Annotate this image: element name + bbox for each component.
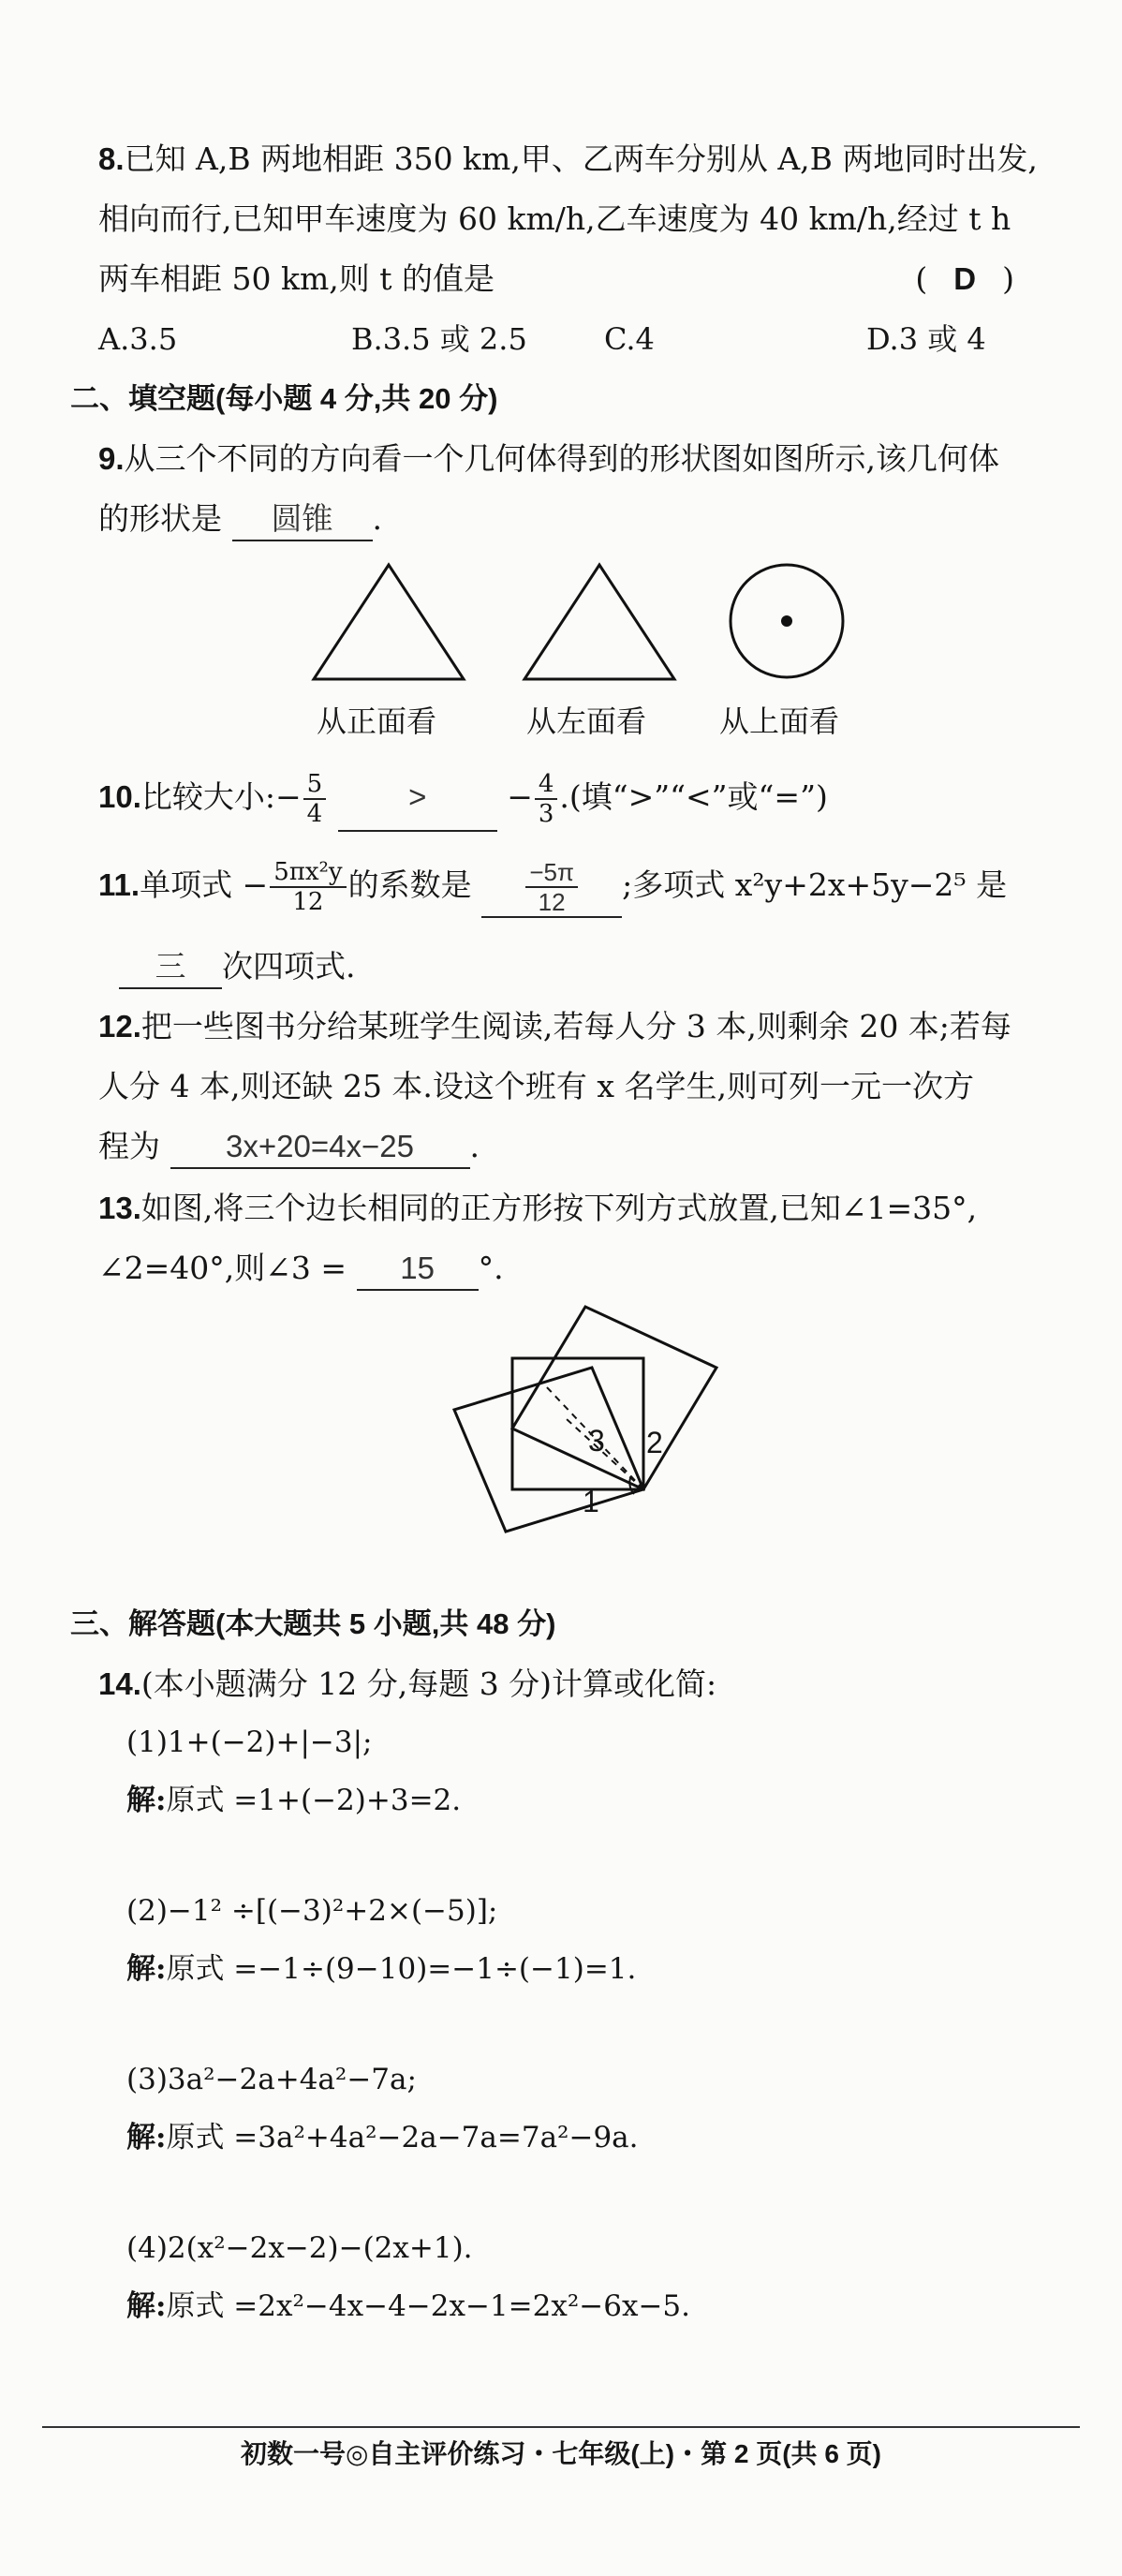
coefficient-fraction <box>525 858 578 916</box>
page-footer: 初数一号◎自主评价练习・七年级(上)・第 2 页(共 6 页) <box>241 2439 881 2468</box>
frac1-numerator: 5 <box>303 770 327 800</box>
q8-choice-d: D.3 或 4 <box>866 321 986 357</box>
q10-minus: − <box>507 778 533 815</box>
section2-title: 二、填空题(每小题 4 分,共 20 分) <box>70 382 498 415</box>
side-view-label: 从左面看 <box>526 703 647 739</box>
coefficient-numerator: −5π <box>525 858 578 888</box>
bracket-open: ( <box>915 260 928 297</box>
frac1-denominator: 4 <box>306 800 323 828</box>
q10-line <box>98 764 1070 830</box>
solution-text: 原式 =1+(−2)+3=2. <box>166 1784 462 1817</box>
angle-label-3: 3 <box>588 1424 605 1458</box>
q8-choice-a: A.3.5 <box>98 321 178 357</box>
section3-title: 三、解答题(本大题共 5 小题,共 48 分) <box>70 1607 556 1640</box>
q8-answer-bracket <box>915 259 1014 300</box>
q10-prefix: 比较大小:− <box>140 778 302 815</box>
q12-line3 <box>98 1126 1070 1169</box>
q14-title: (本小题满分 12 分,每题 3 分)计算或化简: <box>140 1666 717 1702</box>
solution-label: 解: <box>126 2289 167 2323</box>
q9-line1 <box>98 438 1070 480</box>
q8-choice-c: C.4 <box>604 321 655 357</box>
monomial-denominator: 12 <box>292 888 324 916</box>
q8-choice-b: B.3.5 或 2.5 <box>351 321 527 357</box>
q11-answer-degree: 三 <box>119 946 222 989</box>
footer-rule <box>42 2426 1080 2428</box>
q12-text-1: 把一些图书分给某班学生阅读,若每人分 3 本,则剩余 20 本;若每 <box>140 1008 1011 1044</box>
q9-line2 <box>98 498 1070 541</box>
q14-part2-solution <box>126 1950 636 1988</box>
q12-text-3: 程为 <box>98 1128 160 1164</box>
q13-line1 <box>98 1188 1070 1229</box>
frac2-numerator: 4 <box>535 770 558 800</box>
q12-suffix: . <box>469 1128 480 1164</box>
q14-part1-problem: (1)1+(−2)+|−3|; <box>126 1725 373 1759</box>
q14-part2-problem: (2)−1² ÷[(−3)²+2×(−5)]; <box>126 1894 498 1928</box>
solution-label: 解: <box>126 1784 167 1817</box>
q12-line1 <box>98 1006 1070 1047</box>
bracket-close: ) <box>1002 260 1014 297</box>
q11-prefix: 单项式 − <box>140 866 269 903</box>
q14-part3-problem: (3)3a²−2a+4a²−7a; <box>126 2063 417 2096</box>
q8-answer: D <box>953 261 977 296</box>
frac2-denominator: 3 <box>538 800 554 828</box>
front-view-label: 从正面看 <box>317 703 437 739</box>
solution-text: 原式 =3a²+4a²−2a−7a=7a²−9a. <box>166 2121 639 2154</box>
q14-part4-solution <box>126 2287 690 2325</box>
q9-text-2: 的形状是 <box>98 500 222 537</box>
monomial-numerator: 5πx²y <box>270 858 346 888</box>
q8-text-1: 已知 A,B 两地相距 350 km,甲、乙两车分别从 A,B 两地同时出发, <box>124 141 1038 177</box>
solution-label: 解: <box>126 2121 167 2154</box>
q10-fraction-1 <box>303 770 327 828</box>
q13-text-2: ∠2=40°,则∠3 = <box>98 1250 347 1286</box>
q10-suffix: .(填“>”“<”或“=”) <box>559 778 828 815</box>
coefficient-denominator: 12 <box>538 888 566 917</box>
q13-line2 <box>98 1248 1070 1291</box>
q11-monomial <box>270 858 346 916</box>
solution-text: 原式 =2x²−4x−4−2x−1=2x²−6x−5. <box>166 2289 691 2323</box>
q8-number: 8. <box>98 141 125 176</box>
q12-line2 <box>98 1066 1070 1107</box>
q10-fraction-2 <box>535 770 558 828</box>
q8-text-3: 两车相距 50 km,则 t 的值是 <box>98 260 495 297</box>
q14-part4-problem: (4)2(x²−2x−2)−(2x+1). <box>126 2231 473 2265</box>
q14-title-line <box>98 1664 1070 1705</box>
q14-part1-solution <box>126 1782 461 1819</box>
side-view-triangle <box>520 557 679 688</box>
q14-part3-solution <box>126 2119 639 2156</box>
angle-label-1: 1 <box>583 1485 599 1518</box>
angle-label-2: 2 <box>646 1426 663 1459</box>
solution-label: 解: <box>126 1952 167 1986</box>
q8-line1 <box>98 139 1070 180</box>
q11-number: 11. <box>98 867 140 902</box>
q11-degree-suffix: 次四项式. <box>222 948 356 985</box>
q9-text-1: 从三个不同的方向看一个几何体得到的形状图如图所示,该几何体 <box>124 440 1000 477</box>
q12-answer: 3x+20=4x−25 <box>170 1126 470 1169</box>
q12-number: 12. <box>98 1009 141 1044</box>
front-view-triangle <box>309 557 468 688</box>
q14-number: 14. <box>98 1666 141 1701</box>
q8-line2 <box>98 199 1070 240</box>
q11-line2 <box>98 946 1070 989</box>
q13-text-1: 如图,将三个边长相同的正方形按下列方式放置,已知∠1=35°, <box>140 1190 978 1226</box>
q13-number: 13. <box>98 1191 141 1225</box>
q11-suffix: ;多项式 x²y+2x+5y−2⁵ 是 <box>622 866 1008 903</box>
q9-answer: 圆锥 <box>232 498 373 541</box>
top-view-label: 从上面看 <box>719 703 840 739</box>
q9-suffix: . <box>372 500 382 537</box>
top-view-circle <box>726 560 848 682</box>
q9-number: 9. <box>98 441 125 476</box>
q11-answer-coefficient <box>481 858 622 918</box>
q8-line3 <box>98 259 1070 300</box>
solution-text: 原式 =−1÷(9−10)=−1÷(−1)=1. <box>166 1952 637 1986</box>
q10-number: 10. <box>98 779 141 814</box>
q13-suffix: °. <box>478 1250 504 1286</box>
q12-text-2: 人分 4 本,则还缺 25 本.设这个班有 x 名学生,则可列一元一次方 <box>98 1068 975 1104</box>
q13-answer: 15 <box>357 1248 479 1291</box>
q11-line1 <box>98 848 1070 923</box>
q10-answer: > <box>338 764 497 832</box>
q11-mid: 的系数是 <box>347 866 472 903</box>
q8-text-2: 相向而行,已知甲车速度为 60 km/h,乙车速度为 40 km/h,经过 t h <box>98 200 1011 237</box>
